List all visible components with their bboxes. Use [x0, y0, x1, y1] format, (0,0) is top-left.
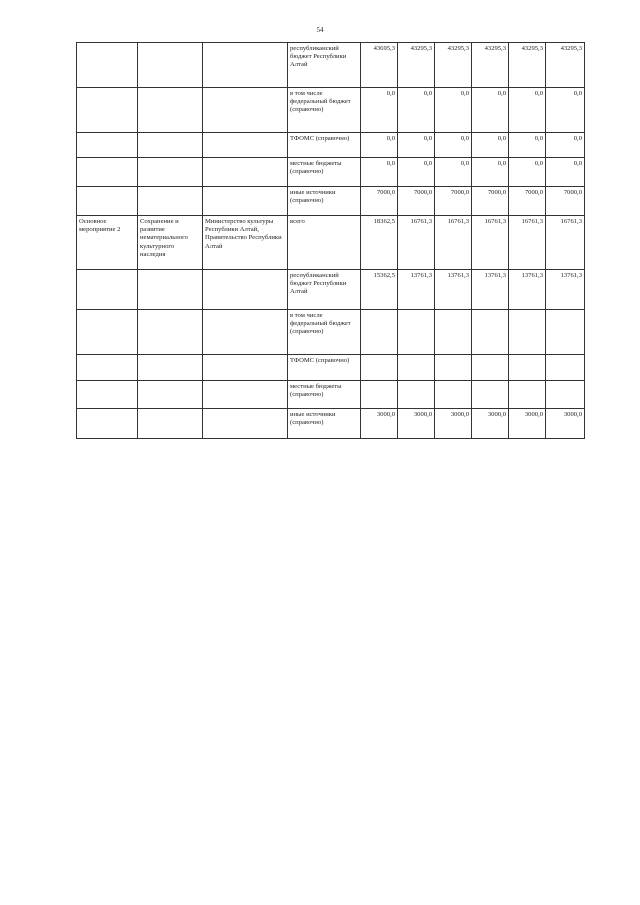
cell-title: Сохранение и развитие нематериального культурного наследия: [138, 216, 203, 270]
table-row: [77, 270, 585, 310]
cell-source: республиканский бюджет Республики Алтай: [288, 270, 361, 310]
cell-value: [546, 355, 585, 381]
table-row: [77, 216, 585, 270]
cell-value: 0,0: [435, 133, 472, 158]
cell-value: 3000,0: [435, 409, 472, 439]
cell-source: всего: [288, 216, 361, 270]
cell-value: 0,0: [509, 133, 546, 158]
cell-value: 3000,0: [509, 409, 546, 439]
cell-value: 7000,0: [472, 187, 509, 216]
cell-value: 0,0: [472, 133, 509, 158]
cell-title: [138, 187, 203, 216]
cell-value: 0,0: [472, 88, 509, 133]
cell-executor: [203, 409, 288, 439]
cell-value: 18362,5: [361, 216, 398, 270]
budget-table: [76, 42, 585, 439]
cell-value: 13761,3: [398, 270, 435, 310]
cell-value: [361, 355, 398, 381]
cell-value: 0,0: [398, 158, 435, 187]
cell-event: [77, 409, 138, 439]
cell-value: 16761,3: [398, 216, 435, 270]
cell-executor: [203, 133, 288, 158]
cell-source: республиканский бюджет Республики Алтай: [288, 43, 361, 88]
cell-value: [546, 310, 585, 355]
cell-value: 0,0: [435, 88, 472, 133]
cell-source: иные источники (справочно): [288, 409, 361, 439]
table-row: [77, 310, 585, 355]
cell-source: местные бюджеты (справочно): [288, 158, 361, 187]
table-row: [77, 381, 585, 409]
cell-executor: [203, 158, 288, 187]
cell-value: 0,0: [435, 158, 472, 187]
table-row: [77, 409, 585, 439]
table-row: [77, 43, 585, 88]
cell-event: [77, 187, 138, 216]
cell-title: [138, 270, 203, 310]
cell-value: 43295,3: [435, 43, 472, 88]
cell-value: [398, 310, 435, 355]
cell-value: 0,0: [398, 133, 435, 158]
cell-value: 16761,3: [472, 216, 509, 270]
cell-source: иные источники (справочно): [288, 187, 361, 216]
cell-event: [77, 43, 138, 88]
cell-executor: [203, 310, 288, 355]
cell-value: [435, 310, 472, 355]
cell-source: местные бюджеты (справочно): [288, 381, 361, 409]
cell-value: 7000,0: [546, 187, 585, 216]
cell-value: 43295,3: [546, 43, 585, 88]
cell-value: [509, 355, 546, 381]
cell-title: [138, 43, 203, 88]
cell-event: [77, 270, 138, 310]
cell-value: [435, 381, 472, 409]
table-row: [77, 187, 585, 216]
cell-value: 0,0: [398, 88, 435, 133]
cell-source: в том числе федеральный бюджет (справочно): [288, 88, 361, 133]
cell-value: [361, 381, 398, 409]
cell-event: [77, 88, 138, 133]
page-number: 54: [316, 26, 324, 34]
cell-value: 43295,3: [398, 43, 435, 88]
cell-value: [472, 310, 509, 355]
cell-title: [138, 355, 203, 381]
cell-value: 3000,0: [472, 409, 509, 439]
cell-value: [546, 381, 585, 409]
cell-value: 13761,3: [472, 270, 509, 310]
cell-value: 13761,3: [509, 270, 546, 310]
cell-value: 43295,3: [472, 43, 509, 88]
cell-title: [138, 310, 203, 355]
cell-executor: [203, 270, 288, 310]
cell-event: [77, 381, 138, 409]
cell-executor: [203, 381, 288, 409]
table-row: [77, 88, 585, 133]
cell-value: 16761,3: [509, 216, 546, 270]
cell-value: 0,0: [509, 158, 546, 187]
cell-event: [77, 355, 138, 381]
cell-executor: Министерство культуры Республики Алтай, Правительство Республики Алтай: [203, 216, 288, 270]
cell-event: [77, 158, 138, 187]
cell-value: [509, 310, 546, 355]
cell-value: 0,0: [361, 158, 398, 187]
cell-value: 3000,0: [546, 409, 585, 439]
cell-value: 7000,0: [435, 187, 472, 216]
cell-value: 13761,3: [546, 270, 585, 310]
cell-value: [509, 381, 546, 409]
cell-value: 3000,0: [361, 409, 398, 439]
cell-value: 16761,3: [435, 216, 472, 270]
cell-title: [138, 158, 203, 187]
cell-value: [435, 355, 472, 381]
cell-value: 0,0: [546, 158, 585, 187]
cell-value: 15362,5: [361, 270, 398, 310]
cell-value: 43695,3: [361, 43, 398, 88]
cell-title: [138, 409, 203, 439]
cell-value: 0,0: [472, 158, 509, 187]
cell-value: 13761,3: [435, 270, 472, 310]
cell-value: 0,0: [361, 88, 398, 133]
cell-executor: [203, 355, 288, 381]
cell-value: 7000,0: [361, 187, 398, 216]
cell-event: [77, 133, 138, 158]
cell-title: [138, 88, 203, 133]
cell-value: [361, 310, 398, 355]
table-row: [77, 133, 585, 158]
cell-source: в том числе федеральный бюджет (справочно): [288, 310, 361, 355]
cell-value: 43295,3: [509, 43, 546, 88]
cell-value: 3000,0: [398, 409, 435, 439]
cell-title: [138, 133, 203, 158]
cell-value: 0,0: [361, 133, 398, 158]
cell-value: 7000,0: [398, 187, 435, 216]
table-row: [77, 158, 585, 187]
cell-value: 0,0: [509, 88, 546, 133]
cell-source: ТФОМС (справочно): [288, 133, 361, 158]
cell-value: 0,0: [546, 133, 585, 158]
cell-executor: [203, 187, 288, 216]
cell-executor: [203, 43, 288, 88]
cell-value: 7000,0: [509, 187, 546, 216]
cell-value: 0,0: [546, 88, 585, 133]
cell-executor: [203, 88, 288, 133]
cell-value: [472, 381, 509, 409]
cell-event: Основное мероприятие 2: [77, 216, 138, 270]
cell-source: ТФОМС (справочно): [288, 355, 361, 381]
cell-value: [398, 355, 435, 381]
cell-value: 16761,3: [546, 216, 585, 270]
cell-value: [398, 381, 435, 409]
cell-event: [77, 310, 138, 355]
table-row: [77, 355, 585, 381]
cell-value: [472, 355, 509, 381]
cell-title: [138, 381, 203, 409]
